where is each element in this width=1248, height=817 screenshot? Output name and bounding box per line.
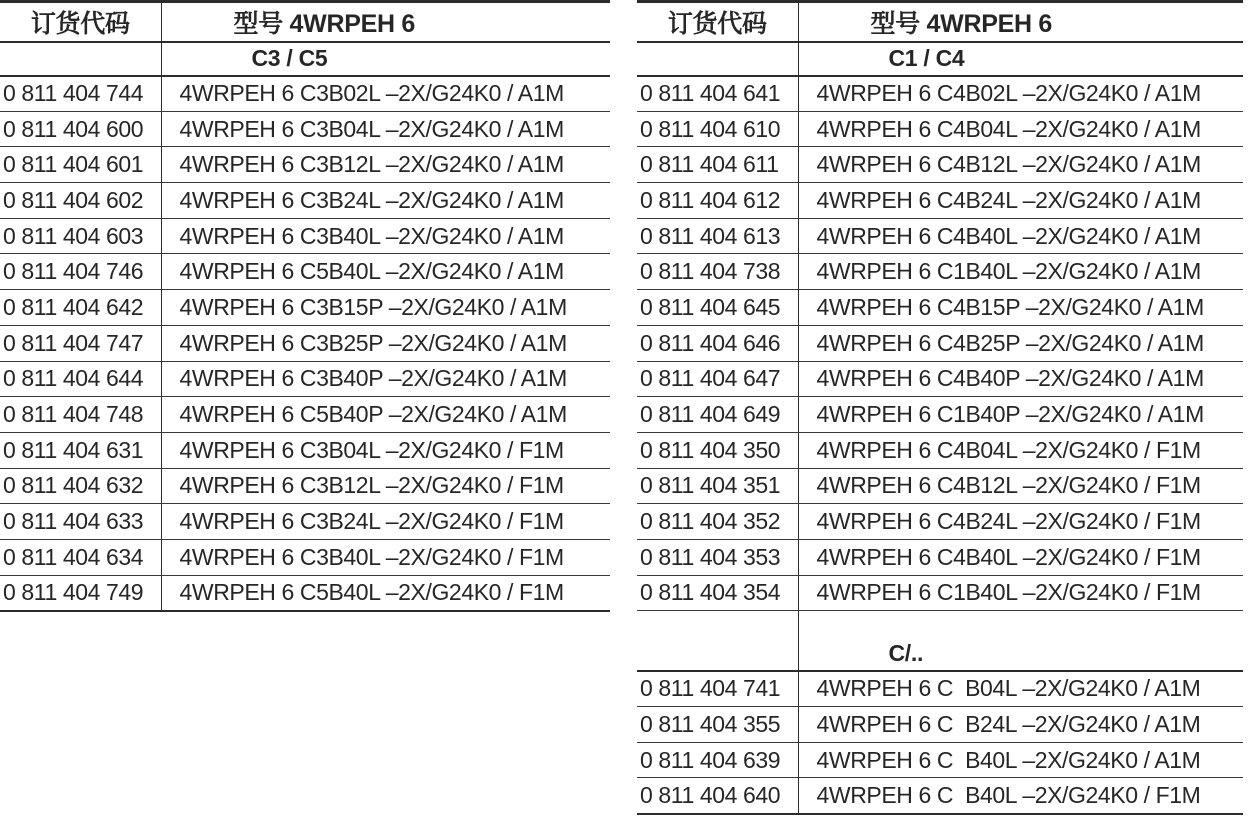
- table-row: [637, 432, 1243, 468]
- table-row: [637, 111, 1243, 147]
- table-row: [637, 290, 1243, 326]
- model-cell: 4WRPEH 6 C3B04L –2X/G24K0 / F1M: [161, 432, 610, 468]
- order-code-header: 订货代码: [637, 2, 798, 42]
- model-cell: 4WRPEH 6 C4B24L –2X/G24K0 / A1M: [798, 183, 1243, 219]
- model-cell: 4WRPEH 6 C4B24L –2X/G24K0 / F1M: [798, 504, 1243, 540]
- table-row: [0, 218, 610, 254]
- model-cell: 4WRPEH 6 C3B24L –2X/G24K0 / F1M: [161, 504, 610, 540]
- order-code-cell: 0 811 404 631: [0, 432, 161, 468]
- model-cell: 4WRPEH 6 C5B40L –2X/G24K0 / A1M: [161, 254, 610, 290]
- order-code-cell: 0 811 404 646: [637, 325, 798, 361]
- order-code-cell: 0 811 404 351: [637, 468, 798, 504]
- empty-cell: [0, 42, 161, 76]
- table-row: [637, 778, 1243, 814]
- order-code-cell: 0 811 404 352: [637, 504, 798, 540]
- order-code-cell: 0 811 404 612: [637, 183, 798, 219]
- model-header: 型号 4WRPEH 6: [161, 2, 610, 42]
- order-code-cell: 0 811 404 634: [0, 539, 161, 575]
- order-code-cell: 0 811 404 610: [637, 111, 798, 147]
- model-cell: 4WRPEH 6 C B24L –2X/G24K0 / A1M: [798, 707, 1243, 743]
- table-row: [0, 468, 610, 504]
- table-row: [0, 76, 610, 112]
- order-code-cell: 0 811 404 640: [637, 778, 798, 814]
- model-cell: 4WRPEH 6 C4B15P –2X/G24K0 / A1M: [798, 290, 1243, 326]
- ordering-table-right: [637, 0, 1243, 815]
- order-code-cell: 0 811 404 644: [0, 361, 161, 397]
- table-row: [637, 218, 1243, 254]
- model-cell: 4WRPEH 6 C3B04L –2X/G24K0 / A1M: [161, 111, 610, 147]
- table-row: [637, 183, 1243, 219]
- order-code-cell: 0 811 404 350: [637, 432, 798, 468]
- model-cell: 4WRPEH 6 C B40L –2X/G24K0 / F1M: [798, 778, 1243, 814]
- table-row: [637, 397, 1243, 433]
- table-row: [637, 742, 1243, 778]
- model-cell: 4WRPEH 6 C1B40L –2X/G24K0 / F1M: [798, 575, 1243, 611]
- table-row: [637, 254, 1243, 290]
- table-right-body: [637, 42, 1243, 814]
- model-cell: 4WRPEH 6 C3B40L –2X/G24K0 / F1M: [161, 539, 610, 575]
- table-row: [0, 575, 610, 611]
- model-cell: 4WRPEH 6 C5B40P –2X/G24K0 / A1M: [161, 397, 610, 433]
- section-subheader-row: [637, 42, 1243, 76]
- table-row: [637, 468, 1243, 504]
- table-row: [0, 147, 610, 183]
- table-row: [0, 111, 610, 147]
- section-subheader-row: [0, 42, 610, 76]
- model-cell: 4WRPEH 6 C3B25P –2X/G24K0 / A1M: [161, 325, 610, 361]
- table-row: [0, 539, 610, 575]
- model-cell: 4WRPEH 6 C5B40L –2X/G24K0 / F1M: [161, 575, 610, 611]
- section-subheader-row: [637, 637, 1243, 671]
- order-code-cell: 0 811 404 633: [0, 504, 161, 540]
- order-code-cell: 0 811 404 749: [0, 575, 161, 611]
- order-code-cell: 0 811 404 613: [637, 218, 798, 254]
- table-row: [0, 290, 610, 326]
- order-code-cell: 0 811 404 353: [637, 539, 798, 575]
- section-label: C3 / C5: [161, 42, 610, 76]
- table-row: [0, 325, 610, 361]
- order-code-cell: 0 811 404 632: [0, 468, 161, 504]
- section-label: C1 / C4: [798, 42, 1243, 76]
- model-cell: 4WRPEH 6 C3B24L –2X/G24K0 / A1M: [161, 183, 610, 219]
- order-code-cell: 0 811 404 639: [637, 742, 798, 778]
- ordering-table-left: [0, 0, 610, 612]
- order-code-cell: 0 811 404 611: [637, 147, 798, 183]
- order-code-cell: 0 811 404 641: [637, 76, 798, 112]
- model-cell: 4WRPEH 6 C4B40P –2X/G24K0 / A1M: [798, 361, 1243, 397]
- order-code-cell: 0 811 404 741: [637, 671, 798, 707]
- table-row: [0, 432, 610, 468]
- table-row: [637, 575, 1243, 611]
- order-code-cell: 0 811 404 746: [0, 254, 161, 290]
- model-cell: 4WRPEH 6 C4B04L –2X/G24K0 / F1M: [798, 432, 1243, 468]
- order-code-cell: 0 811 404 354: [637, 575, 798, 611]
- table-row: [637, 325, 1243, 361]
- model-cell: 4WRPEH 6 C4B25P –2X/G24K0 / A1M: [798, 325, 1243, 361]
- table-row: [637, 76, 1243, 112]
- order-code-cell: 0 811 404 603: [0, 218, 161, 254]
- table-row: [637, 361, 1243, 397]
- order-code-cell: 0 811 404 748: [0, 397, 161, 433]
- table-header-row: [0, 2, 610, 42]
- order-code-cell: 0 811 404 642: [0, 290, 161, 326]
- empty-cell: [637, 611, 798, 637]
- model-cell: 4WRPEH 6 C4B12L –2X/G24K0 / F1M: [798, 468, 1243, 504]
- model-cell: 4WRPEH 6 C3B40L –2X/G24K0 / A1M: [161, 218, 610, 254]
- model-cell: 4WRPEH 6 C4B04L –2X/G24K0 / A1M: [798, 111, 1243, 147]
- section-label: C/..: [798, 637, 1243, 671]
- table-header-row: [637, 2, 1243, 42]
- empty-cell: [637, 637, 798, 671]
- model-cell: 4WRPEH 6 C3B02L –2X/G24K0 / A1M: [161, 76, 610, 112]
- table-row: [637, 539, 1243, 575]
- table-row: [0, 361, 610, 397]
- order-code-cell: 0 811 404 738: [637, 254, 798, 290]
- table-row: [637, 504, 1243, 540]
- empty-cell: [798, 611, 1243, 637]
- order-code-cell: 0 811 404 744: [0, 76, 161, 112]
- model-cell: 4WRPEH 6 C4B40L –2X/G24K0 / A1M: [798, 218, 1243, 254]
- model-cell: 4WRPEH 6 C3B12L –2X/G24K0 / A1M: [161, 147, 610, 183]
- empty-cell: [637, 42, 798, 76]
- order-code-cell: 0 811 404 355: [637, 707, 798, 743]
- table-row: [637, 147, 1243, 183]
- model-cell: 4WRPEH 6 C3B15P –2X/G24K0 / A1M: [161, 290, 610, 326]
- table-left-body: [0, 42, 610, 611]
- model-cell: 4WRPEH 6 C1B40L –2X/G24K0 / A1M: [798, 254, 1243, 290]
- model-cell: 4WRPEH 6 C4B02L –2X/G24K0 / A1M: [798, 76, 1243, 112]
- model-cell: 4WRPEH 6 C B40L –2X/G24K0 / A1M: [798, 742, 1243, 778]
- table-row: [0, 183, 610, 219]
- model-cell: 4WRPEH 6 C1B40P –2X/G24K0 / A1M: [798, 397, 1243, 433]
- order-code-cell: 0 811 404 602: [0, 183, 161, 219]
- table-row: [0, 397, 610, 433]
- table-row: [0, 504, 610, 540]
- model-cell: 4WRPEH 6 C4B40L –2X/G24K0 / F1M: [798, 539, 1243, 575]
- model-cell: 4WRPEH 6 C3B12L –2X/G24K0 / F1M: [161, 468, 610, 504]
- model-cell: 4WRPEH 6 C3B40P –2X/G24K0 / A1M: [161, 361, 610, 397]
- order-code-cell: 0 811 404 600: [0, 111, 161, 147]
- model-cell: 4WRPEH 6 C B04L –2X/G24K0 / A1M: [798, 671, 1243, 707]
- order-code-cell: 0 811 404 649: [637, 397, 798, 433]
- section-spacer-row: [637, 611, 1243, 637]
- model-cell: 4WRPEH 6 C4B12L –2X/G24K0 / A1M: [798, 147, 1243, 183]
- order-code-cell: 0 811 404 647: [637, 361, 798, 397]
- order-code-header: 订货代码: [0, 2, 161, 42]
- model-header: 型号 4WRPEH 6: [798, 2, 1243, 42]
- order-code-cell: 0 811 404 645: [637, 290, 798, 326]
- table-row: [637, 671, 1243, 707]
- order-code-cell: 0 811 404 747: [0, 325, 161, 361]
- table-row: [637, 707, 1243, 743]
- table-row: [0, 254, 610, 290]
- order-code-cell: 0 811 404 601: [0, 147, 161, 183]
